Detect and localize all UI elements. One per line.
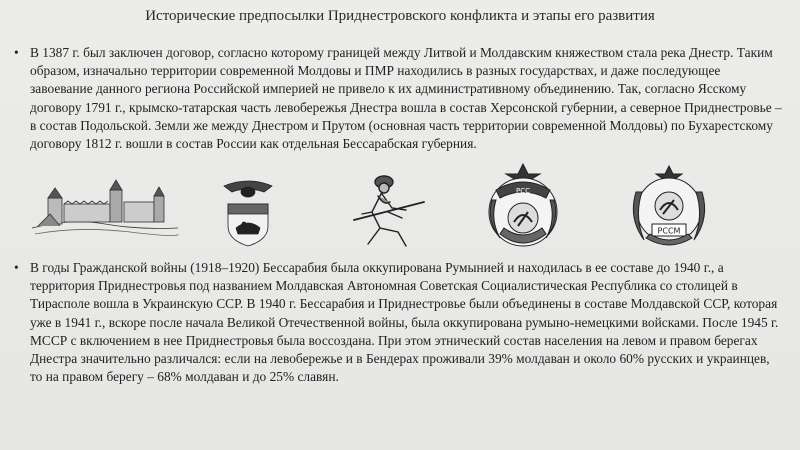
- bullet-text-2: В годы Гражданской войны (1918–1920) Бессарабия была оккупирована Румынией и находилась в ее составе до 1940 г., а территория Приднестровья под названием Молдавская Автономная Советская Социалистическая Республика со столицей в Тирасполе вошла в Украинскую ССР. В 1940 г. Бессарабия и Приднестровье были объединены в составе Молдавской ССР, которая уже в 1941 г., вскоре после начала Великой Отечественной войны, была оккупирована румыно-немецкими войсками. После 1945 г. МССР с включением в нее Приднестровья была воссоздана. При этом этнический состав населения на левом и правом берегах Днестра значительно различался: если на левобережье и в Бендерах проживали 39% молдаван и около 60% русских и украинцев, то на правом берегу – 68% молдаван и до 25% славян.: [30, 260, 779, 385]
- rssm-emblem-label: РССМ: [657, 226, 681, 236]
- soldier-sketch-image: [332, 172, 438, 248]
- fortress-engraving-image: [30, 168, 180, 240]
- bullet-text-1: В 1387 г. был заключен договор, согласно которому границей между Литвой и Молдавским княжеством стала река Днестр. Таким образом, изначально территории современной Молдовы и ПМР находились в разных государствах, и даже последующее завоевание данного региона Российской империей не привело к их административному объединению. Так, согласно Ясскому договору 1791 г., крымско-татарская часть левобережья Днестра вошла в состав Херсонской губернии, а северное Приднестровье – в состав Подольской. Земли же между Днестром и Прутом (основная часть территории современной Молдовы) по Бухарестскому договору 1812 г. вошли в состав России как отдельная Бессарабская губерния.: [30, 45, 782, 152]
- bullet-paragraph-1: [14, 44, 784, 153]
- coat-of-arms-image: [214, 178, 282, 248]
- bullet-paragraph-2: [14, 259, 784, 386]
- bullet-dot: •: [14, 260, 19, 275]
- mssr-emblem-image: [470, 160, 576, 252]
- bullet-dot: •: [14, 45, 19, 60]
- rssm-emblem-image: [616, 162, 722, 254]
- mssr-emblem-label: РСС: [516, 187, 530, 195]
- slide-title: Исторические предпосылки Приднестровского конфликта и этапы его развития: [145, 8, 655, 24]
